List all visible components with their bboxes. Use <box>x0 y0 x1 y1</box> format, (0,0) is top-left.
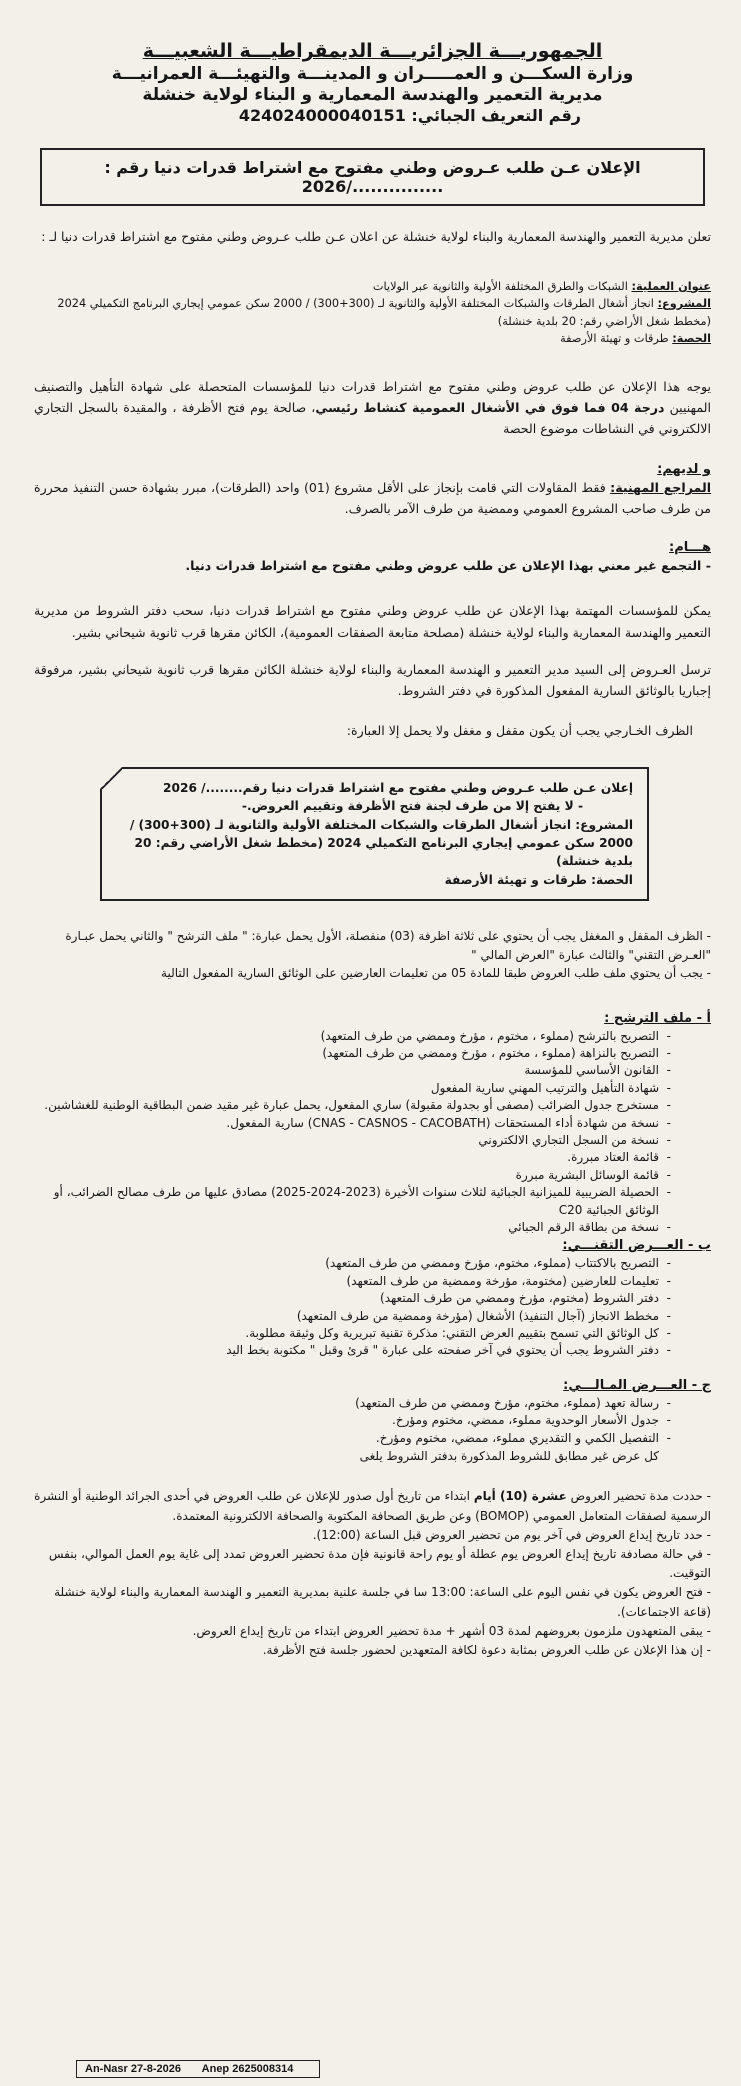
important-title: هـــام: <box>669 539 711 555</box>
letterhead <box>34 40 711 126</box>
list-item: - دفتر الشروط يجب أن يحتوي في آخر صفحته على عبارة " قرئ وقبل " مكتوبة بخط اليد <box>34 1342 671 1359</box>
intro-paragraph: تعلن مديرية التعمير والهندسة المعمارية والبناء لولاية خنشلة عن اعلان عـن طلب عـروض وطني مفتوح مع اشتراط قدرات دنيا لـ : <box>41 229 711 245</box>
technical-section <box>34 1238 711 1359</box>
project-label: المشروع: <box>657 297 711 311</box>
list-item: - التصريح بالترشح (مملوء ، مختوم ، مؤرخ وممضي من طرف المتعهد) <box>34 1028 671 1045</box>
list-item: - القانون الأساسي للمؤسسة <box>34 1062 671 1079</box>
eligibility-grade: درجة 04 فما فوق في الأشغال العمومية كنشاط رئيسي <box>315 400 665 416</box>
list-item: - الحصيلة الضريبية للميزانية الجبائية لثلاث سنوات الأخيرة (2023-2024-2025) مصادق عليها من طرف مصالح الضرائب، أو الوثائق الجبائية C20 <box>34 1184 671 1219</box>
envelope-rule-1: - الظرف المقفل و المغفل يجب أن يحتوي على ثلاثة اظرفة (03) منفصلة، الأول يحمل عبارة: " ملف الترشح " والثاني يحمل عبـارة "العـرض التقني" والثالث عبارة "العرض المالي " <box>65 928 711 962</box>
publication-footer <box>76 2060 320 2078</box>
references-label: المراجع المهنية: <box>610 479 712 495</box>
closing-paragraph-5: - يبقى المتعهدون ملزمون بعروضهم لمدة 03 أشهر + مدة تحضير العروض ابتداء من تاريخ إيداع العروض. <box>192 1623 711 1638</box>
newspaper-ref: An-Nasr 27-8-2026 <box>85 2063 181 2075</box>
list-item: - كل الوثائق التي تسمح بتقييم العرض التقني: مذكرة تقنية تبريرية وكل وثيقة مطلوبة. <box>34 1325 671 1342</box>
conditions-title: و لديهم: <box>657 461 711 477</box>
financial-section <box>34 1378 711 1466</box>
closing-paragraph-4: - فتح العروض يكون في نفس اليوم على الساعة: 13:00 سا في جلسة علنية بمديرية التعمير و الهندسة المعمارية والبناء لولاية خنشلة (قاعة الاجتماعات). <box>54 1585 711 1619</box>
envelope-line-2: - لا يفتح إلا من طرف لجنة فتح الأظرفة وتقييم العروض.- <box>241 799 583 814</box>
references-text: فقط المقاولات التي قامت بإنجاز على الأقل مشروع (01) واحد (الطرقات)، مبرر بشهادة حسن التنفيذ محررة من طرف صاحب المشروع العمومي وممضية من طرف الآمر بالصرف. <box>34 479 711 517</box>
lot-label: الحصة: <box>672 332 711 346</box>
candidature-list <box>34 1028 711 1237</box>
list-item: - نسخة من السجل التجاري الالكتروني <box>34 1132 671 1149</box>
envelope-rule-2: - يجب أن يحتوي ملف طلب العروض طبقا للمادة 05 من تعليمات العارضين على الوثائق السارية المفعول التالية <box>161 966 711 981</box>
list-item: - نسخة من شهادة أداء المستحقات (CNAS - CASNOS - CACOBATH) سارية المفعول. <box>34 1115 671 1132</box>
announcement-title: الإعلان عـن طلب عـروض وطني مفتوح مع اشتراط قدرات دنيا رقم : .............../2026 <box>40 148 705 206</box>
eligibility-text-1: يوجه هذا الإعلان عن طلب عروض وطني مفتوح مع اشتراط قدرات دنيا للمؤسسات المتحصلة على شهادة التأهيل والتصنيف المهنيين <box>34 378 711 416</box>
list-item: - قائمة العتاد مبررة. <box>34 1149 671 1166</box>
list-item: - التصريح بالنزاهة (مملوء ، مختوم ، مؤرخ وممضي من طرف المتعهد) <box>34 1045 671 1062</box>
closing-paragraph-6: - إن هذا الإعلان عن طلب العروض بمثابة دعوة لكافة المتعهدين لحضور جلسة فتح الأظرفة. <box>262 1642 711 1657</box>
directorate-title: مديرية التعمير والهندسة المعمارية و البناء لولاية خنشلة <box>142 85 603 105</box>
technical-list <box>34 1255 711 1359</box>
closing-1-duration: عشرة (10) أيام <box>473 1489 567 1504</box>
withdraw-paragraph: يمكن للمؤسسات المهتمة بهذا الإعلان عن طلب عروض وطني مفتوح مع اشتراط قدرات دنيا، سحب دفتر الشروط من مديرية التعمير والهندسة المعمارية والبناء لولاية خنشلة (مصلحة متابعة الصفقات العمومية)، الكائن مقرها قرب ثانوية شيحاني بشير. <box>34 603 711 640</box>
eligibility-paragraph <box>34 376 711 440</box>
list-item: - مستخرج جدول الضرائب (مصفى أو بجدولة مقبولة) ساري المفعول، يحمل عبارة غير مقيد ضمن البطاقية الوطنية للغشاشين. <box>34 1097 671 1114</box>
conditions-block <box>34 462 711 520</box>
envelope-note: الظرف الخـارجي يجب أن يكون مقفل و مغفل ولا يحمل إلا العبارة: <box>346 722 693 738</box>
list-item: - رسالة تعهد (مملوء، مختوم، مؤرخ وممضي من طرف المتعهد) <box>34 1395 671 1412</box>
ministry-title: وزارة السكـــن و العمـــــران و المدينـــة والتهيئـــة العمرانيـــة <box>111 63 634 84</box>
eligibility-text-2: ، صالحة يوم فتح الأظرفة ، والمقيدة بالسجل التجاري الالكتروني في النشاطات موضوع الحصة <box>34 400 711 437</box>
financial-list <box>34 1395 711 1447</box>
candidature-title: أ - ملف الترشح : <box>604 1010 711 1026</box>
list-item: - مخطط الانجاز (آجال التنفيذ) الأشغال (مؤرخة وممضية من طرف المتعهد) <box>34 1308 671 1325</box>
envelope-line-3: المشروع: انجاز أشغال الطرقات والشبكات المختلفة الأولية والثانوية لـ (300+300) / 2000 سكن عمومي إيجاري البرنامج التكميلي 2024 (مخطط شغل الأراضي رقم: 20 بلدية خنشلة) <box>129 817 633 869</box>
envelope-line-1: إعلان عـن طلب عـروض وطني مفتوح مع اشتراط قدرات دنيا رقم......../ 2026 <box>163 781 633 796</box>
envelope-label-box <box>100 767 649 901</box>
tax-id: رقم التعريف الجبائي: 424024000040151 <box>238 106 581 126</box>
closing-block <box>34 1487 711 1660</box>
important-block <box>34 540 711 576</box>
list-item: - التفصيل الكمي و التقديري مملوء، ممضي، مختوم ومؤرخ. <box>34 1430 671 1447</box>
list-item: - التصريح بالاكتتاب (مملوء، مختوم، مؤرخ وممضي من طرف المتعهد) <box>34 1255 671 1272</box>
important-text: - التجمع غير معني بهذا الإعلان عن طلب عروض وطني مفتوح مع اشتراط قدرات دنيا. <box>185 557 711 573</box>
closing-1-text-b: ابتداء من تاريخ أول صدور للإعلان عن طلب العروض في أحدى الجرائد الوطنية أو النشرة الرسمية لصفقات المتعامل العمومي (BOMOP) وعن طريق الصحافة المكتوبة والصحافة الالكترونية المعتمدة. <box>34 1489 711 1523</box>
financial-note: كل عرض غير مطابق للشروط المذكورة بدفتر الشروط يلغى <box>359 1448 659 1463</box>
send-paragraph: ترسل العـروض إلى السيد مدير التعمير و الهندسة المعمارية والبناء لولاية خنشلة الكائن مقرها قرب ثانوية شيحاني بشير، مرفوقة إجباريا بالوثائق السارية المفعول المذكورة في دفتر الشروط. <box>34 661 711 699</box>
envelope-line-4: الحصة: طرقات و تهيئة الأرصفة <box>444 872 633 887</box>
financial-title: ج - العـــرض المـالـــي: <box>563 1377 711 1393</box>
operation-label: عنوان العملية: <box>631 279 711 293</box>
list-item: - نسخة من بطاقة الرقم الجبائي <box>34 1219 671 1236</box>
closing-paragraph-2: - حدد تاريخ إيداع العروض في آخر يوم من تحضير العروض قبل الساعة (12:00). <box>312 1527 711 1542</box>
box-corner-decoration <box>100 767 122 789</box>
operation-value: الشبكات والطرق المختلفة الأولية والثانوية عبر الولايات <box>372 279 628 293</box>
list-item: - قائمة الوسائل البشرية مبررة <box>34 1167 671 1184</box>
technical-title: ب - العـــرض التقنـــي: <box>562 1238 711 1254</box>
closing-paragraph-1 <box>34 1487 711 1525</box>
closing-1-text-a: - حددت مدة تحضير العروض <box>570 1489 711 1504</box>
list-item: - تعليمات للعارضين (مختومة، مؤرخة وممضية من طرف المتعهد) <box>34 1273 671 1290</box>
project-block <box>34 278 711 348</box>
list-item: - جدول الأسعار الوحدوية مملوء، ممضي، مختوم ومؤرخ. <box>34 1412 671 1429</box>
list-item: - دفتر الشروط (مختوم، مؤرخ وممضي من طرف المتعهد) <box>34 1290 671 1307</box>
republic-title: الجمهوريـــة الجزائريـــة الديمقراطيـــة الشعبيـــة <box>142 40 603 62</box>
envelope-rules <box>34 927 711 983</box>
candidature-section <box>34 1011 711 1237</box>
lot-value: طرقات و تهيئة الأرصفة <box>560 332 669 346</box>
closing-paragraph-3: - في حالة مصادفة تاريخ إيداع العروض يوم عطلة أو يوم راحة قانونية فإن مدة تحضير العروض تمدد إلى غاية يوم العمل الموالي، بنفس التوقيت. <box>48 1547 711 1581</box>
list-item: - شهادة التأهيل والترتيب المهني سارية المفعول <box>34 1080 671 1097</box>
project-value: انجاز أشغال الطرقات والشبكات المختلفة الأولية والثانوية لـ (300+300) / 2000 سكن عمومي إيجاري البرنامج التكميلي 2024 (مخطط شغل الأراضي رقم: 20 بلدية خنشلة) <box>57 297 711 328</box>
anep-ref: Anep 2625008314 <box>201 2063 294 2075</box>
